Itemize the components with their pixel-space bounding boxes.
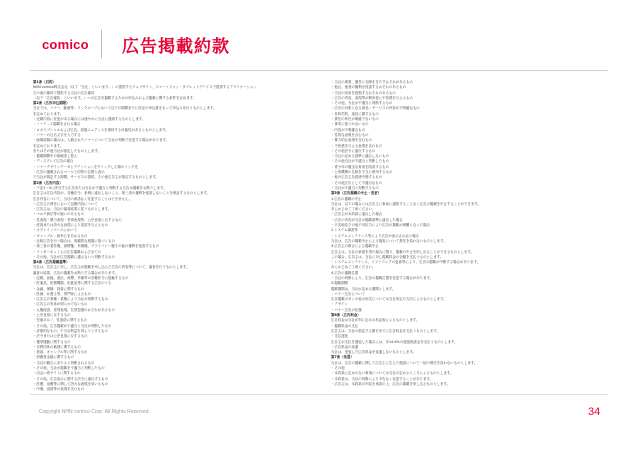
body-text-line: ・インターネット上の広告掲載および全ての [33,249,101,254]
body-text-line: ・ギャンブル・射幸心をあおるもの [33,233,88,238]
section-heading: 第1条（目的） [33,80,56,84]
body-text-line: ・公的機関の名称を不当に使用するもの [331,170,393,175]
body-text-line: ・医師、弁護士等、専門家によるもの [33,291,91,296]
body-text-line: ・バナーデザインデータとアテンションをクリックした際のリンク先 [33,164,138,169]
body-text-line: ・広告料金の返還 [331,344,359,349]
body-text-line: 掲載期間は、当社が定める期間とします。 [331,286,396,291]
body-text-line: ・医療、治療等に関して誇大な表現を用いるもの [33,381,109,386]
page-header [0,0,638,80]
body-text-line: を定めております。 [33,111,64,116]
body-text-line: ・マルチ商法等の疑いのあるもの [33,212,85,217]
comico-logo: comico [42,37,89,52]
body-text-line: ・支払遅延 [331,334,349,339]
body-text-line: あらかじめご了承ください。 [331,207,376,212]
body-text-line: 広告掲載ボタンの表示形式については当社所定の方法によるものとします。 [331,297,447,302]
body-text-line: ・宗教団体の勧誘に関するもの [33,344,81,349]
body-text-line: 2.システム障害等 [331,228,358,233]
body-text-line: 当社は、広告の掲載中止による損害について責任を負わないものとします。 [331,238,447,243]
body-text-line: ・広告の対象となる商品・サービスの内容が不明確なもの [331,106,420,111]
body-text-line: ・当社が不適当と判断するもの [331,185,379,190]
body-text-line: ・その他法令に違反するもの [331,148,376,153]
section-heading: 第7条（免責） [331,355,354,360]
right-text-column [331,80,603,385]
body-text-line: ・広告主は、当社の審査結果に従うものとします。 [33,207,112,212]
body-text-line: ・広告主の責任において記載内容について [33,201,98,206]
body-text-line: ・青少年の健全な育成を阻害するもの [331,164,389,169]
body-text-line: 広告主は、当社の指定する期日までに広告料金を支払うものとします。 [331,328,440,333]
body-text-line: ・当社の競合にあたると判断されるもの [33,360,95,365]
body-text-line: ・広告主の実体が明らかでないもの [33,302,88,307]
body-text-line: ・バナーの社名文字を入力する [33,132,81,137]
body-text-line: ・広告主の業種・業態により当社が判断するもの [33,297,109,302]
body-text-line: NHN comico株式会社（以下「当社」といいます。）の提供するウェブサイト、スマートフォン・タブレットデバイスで提供するアプリケーション [33,85,257,90]
body-text-line: ・公序良俗に反するもの [33,313,71,318]
body-text-line: その他の媒体で提供する当社の広告媒体 [33,90,95,95]
body-text-line: ・広告主は、本約款の内容を承諾の上、広告の掲載を申し込むものとします。 [331,381,451,386]
body-text-line: ・投資、ギャンブル等に関するもの [33,350,88,355]
body-text-line: ・詐欺的なもの、不当な利益を得ようとするもの [33,328,108,333]
body-text-line: ・その他、当社が広告掲載に適さないと判断するもの [33,254,115,259]
body-text-line: ・児童ポルノ、性風俗に関するもの [33,318,88,323]
section-heading: 第5条（広告掲載の中止・変更） [331,191,382,196]
body-text-line: 審査の結果、広告の掲載をお断りする場合があります。 [33,270,118,275]
body-text-line: ・虚偽または誇大な表現により誤認を与えるもの [33,223,109,228]
body-text-line: ・性表現・暴力表現・差別表現等、公序良俗に反するもの [33,217,122,222]
body-text-line: ・ディスプレイ広告の場合 [33,159,74,164]
body-text-line: ・金融、保険、投資に関するもの [33,286,85,291]
section-heading: 第2条（広告申込期限） [33,101,70,106]
section-heading: 第4条（広告掲載基準） [33,260,70,265]
body-text-line: ・不快感を与える表現を含むもの [331,143,383,148]
body-text-line: ・広告の内容、表現等が利用者に不快感を与えるもの [331,95,413,100]
page-number: 34 [588,406,601,418]
body-text-line: ・人権侵害、差別表現、名誉毀損のおそれがあるもの [33,307,115,312]
body-text-line: 当社は、広告の掲載に関して広告主に生じた損害について一切の責任を負わないものとします。 [331,360,478,365]
body-text-line: ・記載、登録、意匠、商標、肖像等の各種法令に抵触するもの [33,275,129,280]
body-text-line: ・比較広告を行う場合は、客観的な根拠に基づくもの [33,238,115,243]
body-text-line: ・掲載期間中の原稿差し替え [33,154,78,159]
body-text-line: ・事実に基づかないもの [331,122,369,127]
body-text-line: ・下記1〜5に該当する広告または当社が不適当と判断する広告は掲載をお断りします。 [33,185,167,190]
body-text-line: ・ロボラブシャルおよび広告、原版ニュアンスを保持する可能性があるとものとします。 [33,127,169,132]
body-text-line: 広告主が支払を遅延した場合には、年14.6%の遅延損害金を支払うものとします。 [331,339,458,344]
body-text-line: ・性的な表現を含むもの [331,132,369,137]
body-text-line: 4.広告の掲載位置 [331,270,359,275]
body-text-line: ・デザイン [331,302,348,307]
body-text-line: ・システムメンテナンス等により広告が表示されない場合 [331,233,420,238]
body-text-line: 広告料金は当社が別に定める料金表によるものとします。 [331,318,420,323]
body-text-line: ・記載内容に変更がある場合には速やかに当社に連絡するものとします。 [33,117,146,122]
body-text-line: ・ノーティス掲載をされる場合 [33,122,81,127]
body-text-line: 当社は、受領した広告料金を返還しないものとします。 [331,350,416,355]
body-text-line: ・その他広告として不適当なもの [331,180,383,185]
header-rule [30,70,608,71]
body-text-line: ・当社の判断により、広告の掲載位置を変更する場合があります。 [331,275,434,280]
body-text-line: ・消費者金融に関するもの [33,355,74,360]
page-title: 広告掲載約款 [122,37,230,57]
body-text-line: ・パナー広告の仕様 [331,307,362,312]
body-text-line: ・掲載料金の支払 [331,323,359,328]
body-text-line: ・その他、当社が掲載を不適当と判断したもの [33,366,105,371]
body-text-line: ・暴力的な表現を含むもの [331,138,372,143]
copyright-text: Copyright NHN comico Corp. All Rights Reserved. [39,409,150,415]
body-text-line: 広告内容について、当社の承諾なく変更することはできません。 [33,196,132,201]
body-text-line: ・本約款は、当社の判断により予告なく変更することがあります。 [331,376,434,381]
body-text-line: 当社では、バナー、動画等、ランクルーブにおいて以下の期間までに所定の申込書をもって申込みを行うものとします。 [33,106,217,111]
body-text-line: ・その他、広告掲載が不適当と当社が判断したもの [33,323,112,328]
body-text-line: 当社は、以下の場合には広告主に事前に通知することなく広告の掲載を中止することができます。 [331,201,481,206]
body-text-line: ・広告の掲載されるページと同等の位置と表示 [33,170,105,175]
body-text-line: ・当社の定める基準に適合しないもの [331,154,389,159]
body-text-line: ・その他 [331,366,345,371]
body-text-line: （以下「広告媒体」といいます。）への広告を掲載するための申込みおよび掲載に関する条件を定めます。 [33,95,197,100]
body-text-line: ・その他、当社が不適当と判断するもの [331,101,393,106]
body-text-line: ・当社の事業、運営に支障をきたすおそれがあるもの [331,80,413,84]
left-text-column [33,80,305,392]
body-text-line: ・内容が不明確なもの [331,127,366,132]
section-heading: 第3条（広告内容） [33,180,63,185]
body-text-line: またはその他当社が指定したものとします。 [33,148,101,153]
body-text-line: ・その他当社が不適当と判断したもの [331,159,389,164]
body-text-line: ・非科学的、迷信に類するもの [331,111,379,116]
body-text-line: この場合、広告主は、当社に対し掲載料金の全額を支払うものとします。 [331,254,444,259]
body-text-line: ・天災地変その他不可抗力により広告の掲載が困難となった場合 [331,223,430,228]
body-text-line: ・広告主が本約款に違反した場合 [331,212,383,217]
body-text-line: ・責任の所在が明確でないもの [331,117,379,122]
body-text-line: を定めております。 [33,143,64,148]
section-heading: 第6条（広告料金） [331,313,361,318]
body-text-line: ・画像原稿の場合は、入稿されたバナーについて当社の判断で変更する場合があります。 [33,138,170,143]
body-text-line: ・法令または公序良俗に反するもの [33,334,88,339]
body-text-line: ・他社、他者の権利を侵害するおそれのあるもの [331,85,407,90]
body-text-line: ・第三者の著作権、商標権、肖像権、プライバシー権その他の権利を侵害するもの [33,244,160,249]
body-text-line: 5.掲載期間 [331,281,348,286]
body-text-line: 1.広告の掲載の中止 [331,196,362,201]
body-text-line: で当社が規定する期間、サービスの提供、その他広告主が指定するものとします。 [33,175,159,180]
body-text-line: ・中傷、誹謗等の表現を含むもの [33,387,85,392]
body-text-line: 広告主は広告内容が、各種法令、条例に違反しないこと、第三者の権利を侵害しないことを保証するものとします。 [33,191,211,196]
body-text-line: ・広告の内容が当社の掲載基準に違反した場合 [331,217,403,222]
body-text-line: ・出会い系サイトに関するもの [33,371,81,376]
footer-rule [30,394,608,395]
body-text-line: ・当社の信用を毀損するおそれのあるもの [331,90,396,95]
body-text-line: ・パナー広告について [331,291,366,296]
body-text-line: ・他の広告主を誹謗中傷するもの [331,175,383,180]
body-text-line: あらかじめご了承ください。 [331,265,376,270]
body-text-line: ・その他、広告表示に関する法令に違反するもの [33,376,109,381]
body-text-line: ・オプトインページにおいて [33,228,77,233]
body-text-line: 3.広告主の都合による掲載中止 [331,244,379,249]
body-text-line: ・選挙運動に関するもの [33,339,71,344]
body-text-line: 当社は、広告主に対し、広告主が掲載を申し込んだ広告の内容等について、審査を行うものとします。 [33,265,190,270]
body-text-line: ・システムメンテナンス、ソフトウェアの更新等により、広告の掲載が中断する場合があります。 [331,260,481,265]
body-text-line: 広告主は、当社の承諾を得た場合に限り、掲載の中止を申し出ることができるものとします。 [331,249,474,254]
header-divider [101,30,102,58]
body-text-line: ・医薬品、医療機器、化粧品等に関する広告のうち [33,281,112,286]
body-text-line: ・本約款に定めのない事項については当社の定めるところによるものとします。 [331,371,454,376]
